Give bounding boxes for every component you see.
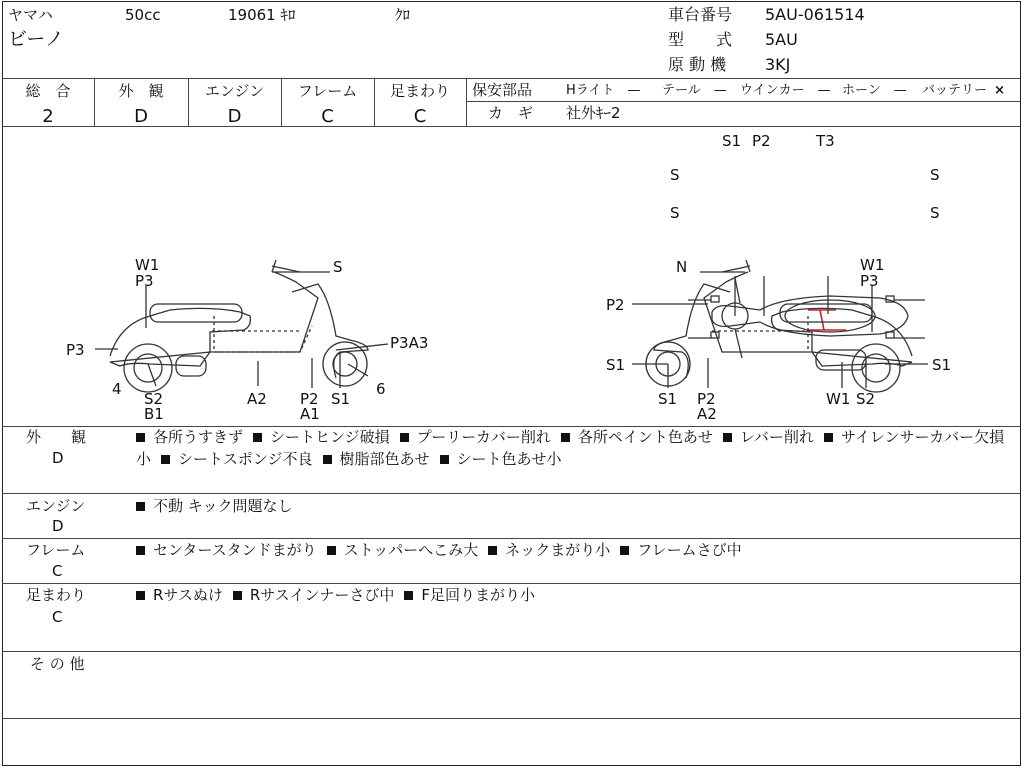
type-value: 5AU	[765, 30, 798, 49]
divider	[2, 718, 1021, 719]
safety-headlight: Hライト —	[566, 83, 641, 98]
label-left-b1: B1	[144, 405, 164, 423]
label-left-w1: W1	[135, 256, 160, 274]
label-right-w1-bottom: W1	[826, 390, 851, 408]
exterior-label: 外 観	[26, 428, 87, 446]
grade-value: C	[321, 106, 334, 127]
top-view-labels	[670, 132, 940, 222]
exterior-grade: D	[52, 449, 64, 467]
suspension-note-grade: C	[52, 608, 63, 626]
note-item: シートヒンジ破損	[253, 428, 390, 446]
engine-note-label: エンジン	[26, 497, 86, 515]
frame-note-label: フレーム	[26, 541, 86, 559]
grade-label: 外 観	[118, 82, 164, 100]
safety-horn: ホーン —	[842, 83, 907, 98]
right-view-labels	[606, 256, 951, 423]
label-top-s-back-right: S	[930, 204, 940, 222]
mileage: 19061 ｷﾛ	[228, 6, 296, 24]
note-item: 不動 キック問題なし	[136, 497, 292, 515]
note-item: ストッパーへこみ大	[327, 541, 479, 559]
frame-notes	[136, 539, 1016, 561]
label-left-s1: S1	[331, 390, 351, 408]
label-top-p2: P2	[752, 132, 771, 150]
grade-label: 総 合	[25, 82, 71, 100]
label-left-p3a3: P3A3	[390, 334, 429, 352]
note-item: 各所ペイント色あせ	[561, 428, 713, 446]
safety-battery	[922, 82, 1005, 100]
safety-label: 保安部品	[472, 81, 533, 99]
suspension-notes	[136, 584, 1016, 606]
exterior-notes	[136, 426, 1016, 470]
left-view-labels	[66, 256, 428, 423]
label-left-a1: A1	[300, 405, 320, 423]
note-item: Rサスぬけ	[136, 586, 223, 604]
note-item: シートスポンジ不良	[161, 450, 312, 468]
label-top-s1: S1	[722, 132, 742, 150]
grade-exterior	[94, 80, 188, 127]
note-item: シート色あせ小	[440, 450, 562, 468]
label-right-p3: P3	[860, 272, 879, 290]
grade-value: 2	[42, 106, 54, 127]
engine-note-grade: D	[52, 517, 64, 535]
label-right-a2: A2	[697, 405, 717, 423]
grade-value: D	[134, 106, 148, 127]
type-label: 型 式	[668, 30, 733, 49]
label-right-p2: P2	[606, 296, 625, 314]
grade-frame	[281, 80, 374, 127]
grade-value: C	[413, 106, 427, 127]
divider	[2, 651, 1021, 652]
note-item: ネックまがり小	[488, 541, 610, 559]
label-top-s-front-left: S	[670, 166, 680, 184]
grade-label: エンジン	[204, 82, 265, 100]
note-item: 樹脂部色あせ	[323, 450, 430, 468]
color: ｸﾛ	[395, 6, 411, 24]
model-name: ビーノ	[8, 28, 64, 50]
divider	[2, 493, 1021, 494]
grade-value: D	[227, 106, 242, 127]
damage-diagram	[0, 126, 1024, 426]
frame-no: 5AU-061514	[765, 5, 865, 24]
safety-winker: ウインカー —	[740, 83, 831, 98]
displacement: 50cc	[125, 6, 161, 24]
grade-suspension	[374, 80, 466, 127]
label-right-s1-bottom: S1	[658, 390, 678, 408]
grade-engine	[188, 80, 281, 127]
engine-value: 3KJ	[765, 55, 791, 74]
label-right-w1: W1	[860, 256, 885, 274]
label-right-p2-bottom: P2	[697, 390, 716, 408]
label-top-t3: T3	[816, 132, 835, 150]
label-top-s-back-left: S	[670, 204, 680, 222]
label-top-s-front-right: S	[930, 166, 940, 184]
key-value: 社外ｷｰ2	[566, 104, 621, 122]
grade-label: 足まわり	[389, 82, 450, 100]
label-left-p2: P2	[300, 390, 319, 408]
label-left-4: 4	[112, 380, 122, 398]
battery-label: バッテリー	[922, 83, 988, 98]
safety-tail: テール —	[662, 83, 727, 98]
note-item: レバー削れ	[723, 428, 814, 446]
grade-overall	[2, 80, 94, 127]
label-left-a2: A2	[247, 390, 267, 408]
label-left-p3: P3	[66, 341, 85, 359]
engine-notes	[136, 495, 1016, 517]
divider	[2, 78, 1021, 79]
label-right-s1-right: S1	[932, 356, 952, 374]
divider	[466, 101, 1021, 102]
note-item: F足回りまがり小	[404, 586, 535, 604]
note-item: 各所うすきず	[136, 428, 243, 446]
note-item: サイレンサーカバー欠損小	[136, 428, 1005, 468]
label-right-n: N	[676, 258, 688, 276]
label-right-s1-left: S1	[606, 356, 626, 374]
note-item: フレームさび中	[620, 541, 741, 559]
note-item: プーリーカバー削れ	[400, 428, 551, 446]
divider	[466, 78, 467, 126]
other-label: そ の 他	[30, 655, 85, 673]
note-item: Rサスインナーさび中	[233, 586, 395, 604]
frame-note-grade: C	[52, 562, 63, 580]
note-item: センタースタンドまがり	[136, 541, 317, 559]
label-left-6: 6	[376, 380, 386, 398]
label-right-s2: S2	[856, 390, 876, 408]
label-left-s: S	[333, 258, 343, 276]
grade-label: フレーム	[297, 82, 358, 100]
suspension-note-label: 足まわり	[26, 586, 87, 604]
top-view-mark	[806, 310, 846, 330]
frame-no-label: 車台番号	[668, 5, 733, 24]
label-left-p3-top: P3	[135, 272, 154, 290]
key-label: カ ギ	[488, 104, 534, 122]
engine-label: 原 動 機	[668, 55, 727, 74]
battery-mark: ×	[994, 83, 1006, 98]
label-left-s2: S2	[144, 390, 164, 408]
maker: ヤマハ	[8, 6, 53, 24]
